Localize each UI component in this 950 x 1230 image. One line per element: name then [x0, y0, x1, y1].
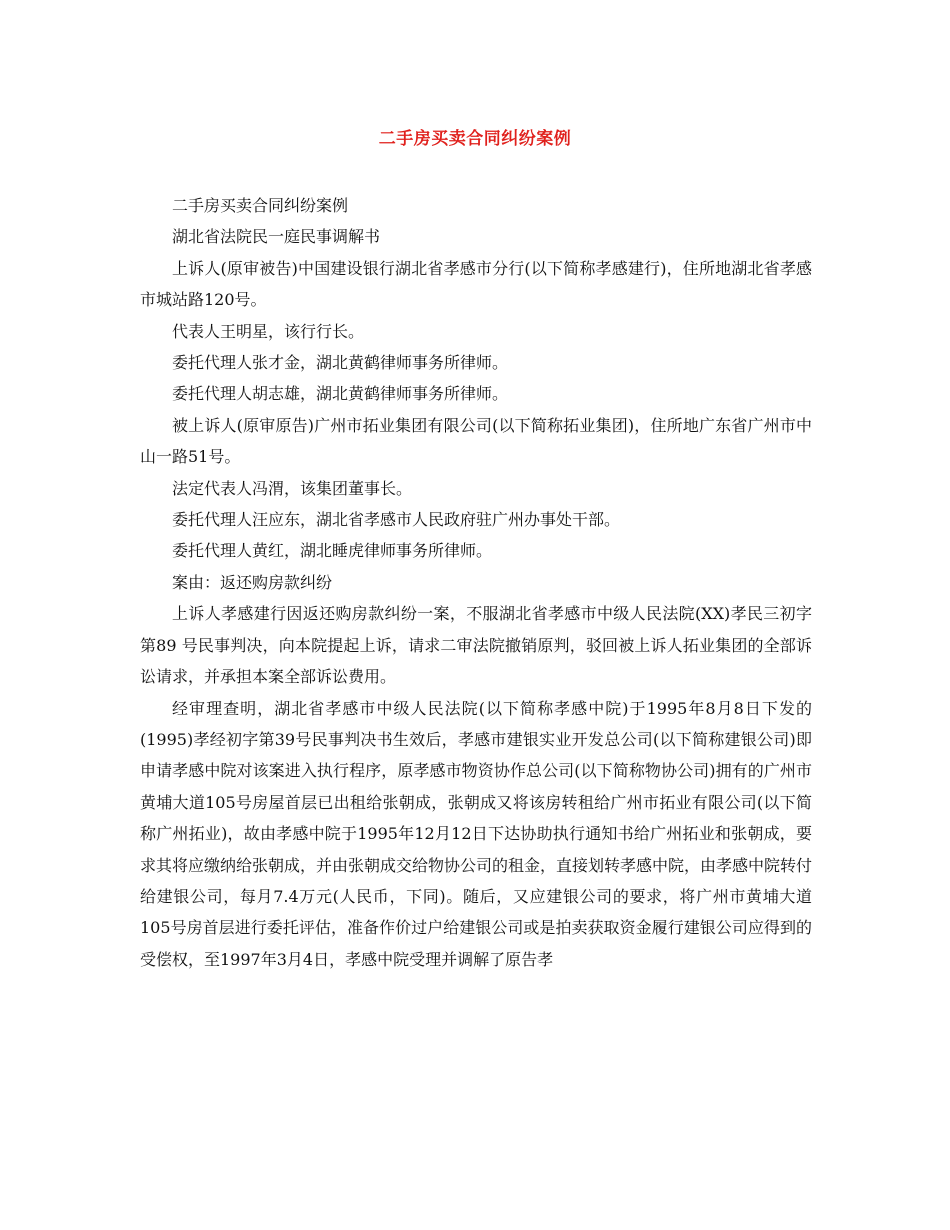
paragraph-appellant: 上诉人(原审被告)中国建设银行湖北省孝感市分行(以下简称孝感建行)，住所地湖北省孝感市城站路120号。 [140, 258, 812, 310]
paragraph-appellee: 被上诉人(原审原告)广州市拓业集团有限公司(以下简称拓业集团)，住所地广东省广州市中山一路51号。 [140, 415, 812, 467]
paragraph-representative: 代表人王明星，该行行长。 [172, 321, 365, 341]
paragraph-case-heading: 二手房买卖合同纠纷案例 [172, 196, 349, 215]
paragraph-court-name: 湖北省法院民一庭民事调解书 [172, 227, 381, 247]
paragraph-agent-3: 委托代理人汪应东，湖北省孝感市人民政府驻广州办事处干部。 [172, 510, 621, 530]
document-body [140, 190, 812, 975]
paragraph-agent-2: 委托代理人胡志雄，湖北黄鹤律师事务所律师。 [172, 384, 509, 404]
paragraph-agent-4: 委托代理人黄红，湖北睡虎律师事务所律师。 [172, 541, 493, 561]
paragraph-legal-representative: 法定代表人冯渭，该集团董事长。 [172, 478, 413, 498]
paragraph-cause: 案由：返还购房款纠纷 [172, 572, 333, 592]
paragraph-appeal: 上诉人孝感建行因返还购房款纠纷一案，不服湖北省孝感市中级人民法院(XX)孝民三初字第89 号民事判决，向本院提起上诉，请求二审法院撤销原判，驳回被上诉人拓业集团的全部诉讼请求，并承担本案全部诉讼费用。 [140, 604, 812, 687]
paragraph-agent-1: 委托代理人张才金，湖北黄鹤律师事务所律师。 [172, 353, 509, 373]
paragraph-facts: 经审理查明，湖北省孝感市中级人民法院(以下简称孝感中院)于1995年8月8日下发的(1995)孝经初字第39号民事判决书生效后，孝感市建银实业开发总公司(以下简称建银公司)即申请孝感中院对该案进入执行程序，原孝感市物资协作总公司(以下简称物协公司)拥有的广州市黄埔大道105号房屋首层已出租给张朝成，张朝成又将该房转租给广州市拓业有限公司(以下简称广州拓业)，故由孝感中院于1995年12月12日下达协助执行通知书给广州拓业和张朝成，要求其将应缴纳给张朝成，并由张朝成交给物协公司的租金，直接划转孝感中院，由孝感中院转付给建银公司，每月7.4万元(人民币，下同)。随后，又应建银公司的要求，将广州市黄埔大道105号房首层进行委托评估，准备作价过户给建银公司或是拍卖获取资金履行建银公司应得到的受偿权，至1997年3月4日，孝感中院受理并调解了原告孝 [140, 698, 813, 969]
document-title: 二手房买卖合同纠纷案例 [378, 129, 572, 149]
